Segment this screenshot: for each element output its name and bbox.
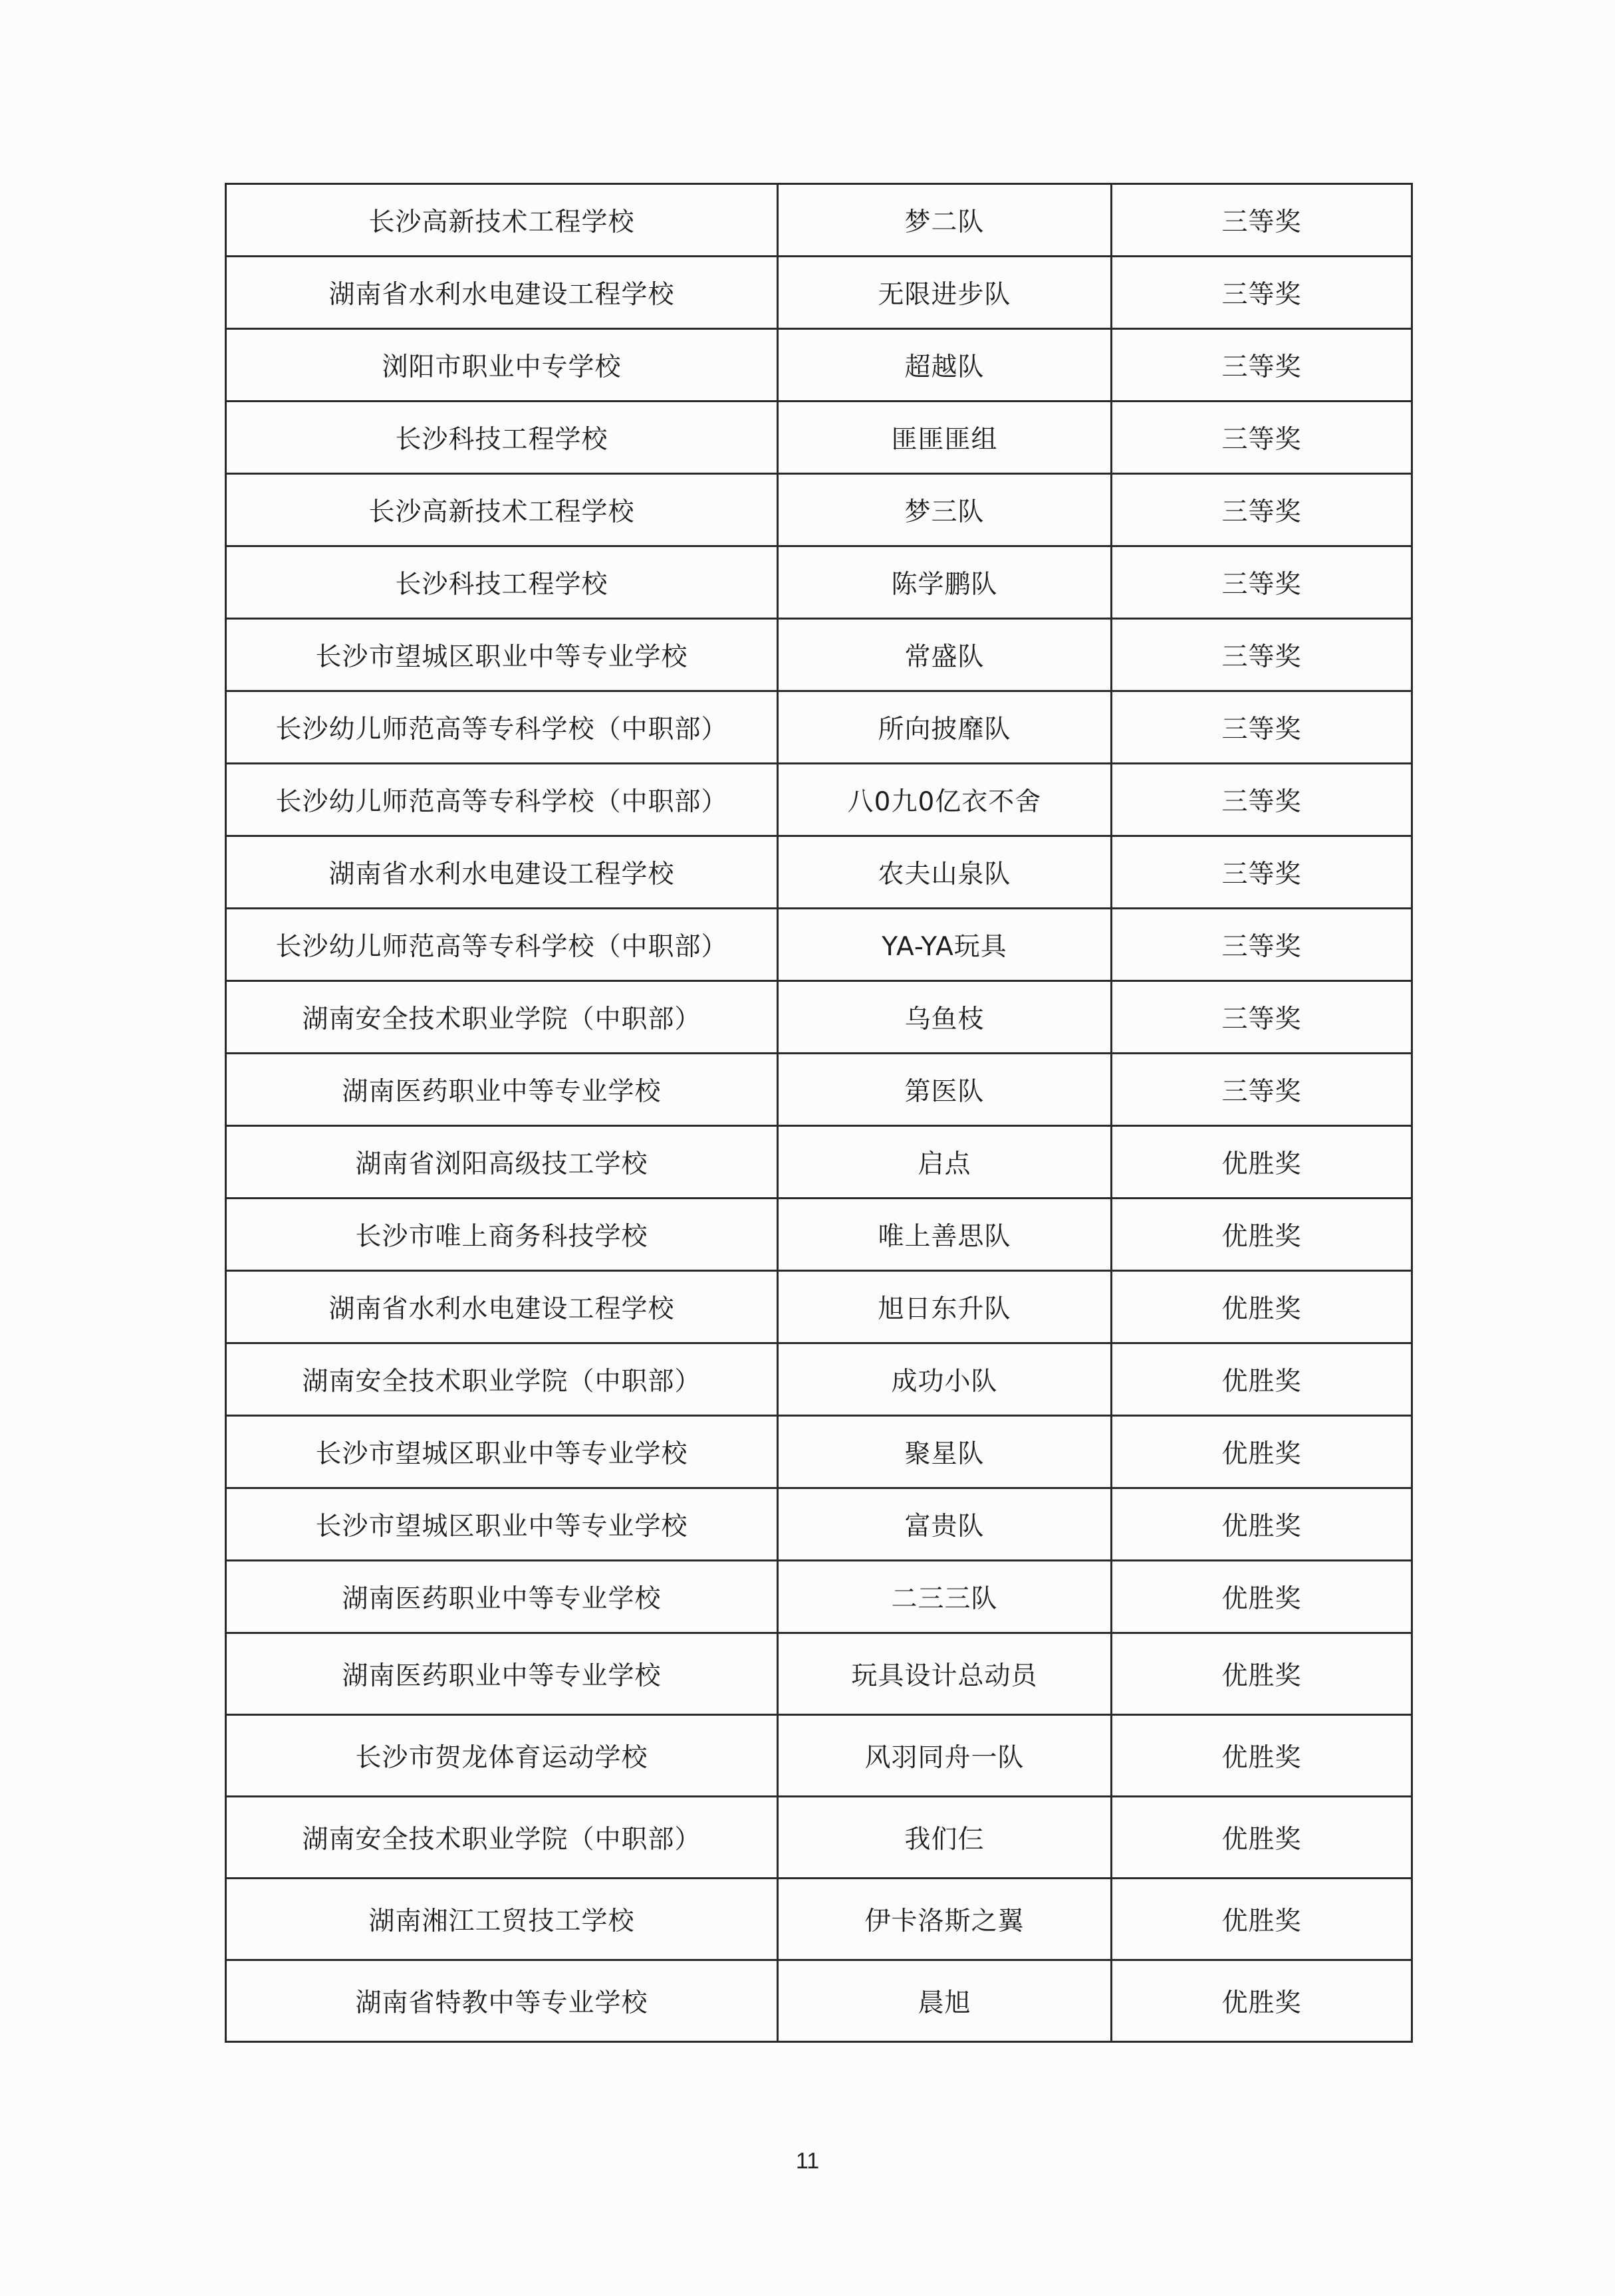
team-cell: 成功小队 xyxy=(778,1343,1112,1416)
awards-table-body xyxy=(226,184,1412,2042)
school-cell: 长沙幼儿师范高等专科学校（中职部） xyxy=(226,764,778,836)
award-cell: 优胜奖 xyxy=(1112,1879,1412,1960)
team-cell: 常盛队 xyxy=(778,619,1112,691)
team-cell: 旭日东升队 xyxy=(778,1271,1112,1343)
award-cell: 优胜奖 xyxy=(1112,1633,1412,1715)
award-cell: 优胜奖 xyxy=(1112,1715,1412,1797)
table-row xyxy=(226,619,1412,691)
table-row xyxy=(226,1054,1412,1126)
table-row xyxy=(226,1271,1412,1343)
school-cell: 长沙市望城区职业中等专业学校 xyxy=(226,1416,778,1488)
school-cell: 湖南省浏阳高级技工学校 xyxy=(226,1126,778,1199)
award-cell: 三等奖 xyxy=(1112,764,1412,836)
team-cell: 唯上善思队 xyxy=(778,1199,1112,1271)
school-cell: 湖南省特教中等专业学校 xyxy=(226,1960,778,2042)
table-row xyxy=(226,1797,1412,1879)
team-cell: 二三三队 xyxy=(778,1561,1112,1633)
page-number: 11 xyxy=(795,2148,820,2174)
school-cell: 湖南医药职业中等专业学校 xyxy=(226,1561,778,1633)
team-cell: 梦三队 xyxy=(778,474,1112,546)
table-row xyxy=(226,1633,1412,1715)
table-row xyxy=(226,981,1412,1054)
award-cell: 三等奖 xyxy=(1112,402,1412,474)
table-row xyxy=(226,329,1412,402)
school-cell: 长沙科技工程学校 xyxy=(226,546,778,619)
team-cell: 聚星队 xyxy=(778,1416,1112,1488)
team-cell: 无限进步队 xyxy=(778,257,1112,329)
table-row xyxy=(226,1416,1412,1488)
table-row xyxy=(226,474,1412,546)
team-cell: 第医队 xyxy=(778,1054,1112,1126)
award-cell: 优胜奖 xyxy=(1112,1797,1412,1879)
school-cell: 浏阳市职业中专学校 xyxy=(226,329,778,402)
school-cell: 长沙幼儿师范高等专科学校（中职部） xyxy=(226,691,778,764)
table-row xyxy=(226,546,1412,619)
school-cell: 湖南安全技术职业学院（中职部） xyxy=(226,1797,778,1879)
award-cell: 优胜奖 xyxy=(1112,1199,1412,1271)
award-cell: 优胜奖 xyxy=(1112,1343,1412,1416)
team-cell: 启点 xyxy=(778,1126,1112,1199)
team-cell: 伊卡洛斯之翼 xyxy=(778,1879,1112,1960)
award-cell: 三等奖 xyxy=(1112,691,1412,764)
table-row xyxy=(226,836,1412,909)
team-cell: 农夫山泉队 xyxy=(778,836,1112,909)
school-cell: 湖南湘江工贸技工学校 xyxy=(226,1879,778,1960)
school-cell: 湖南安全技术职业学院（中职部） xyxy=(226,981,778,1054)
team-cell: 乌鱼枝 xyxy=(778,981,1112,1054)
award-cell: 优胜奖 xyxy=(1112,1126,1412,1199)
award-cell: 三等奖 xyxy=(1112,836,1412,909)
table-row xyxy=(226,691,1412,764)
school-cell: 长沙幼儿师范高等专科学校（中职部） xyxy=(226,909,778,981)
table-row xyxy=(226,1715,1412,1797)
school-cell: 长沙高新技术工程学校 xyxy=(226,474,778,546)
award-cell: 优胜奖 xyxy=(1112,1960,1412,2042)
team-cell: 玩具设计总动员 xyxy=(778,1633,1112,1715)
awards-table xyxy=(225,183,1413,2043)
table-row xyxy=(226,909,1412,981)
school-cell: 湖南省水利水电建设工程学校 xyxy=(226,257,778,329)
school-cell: 湖南安全技术职业学院（中职部） xyxy=(226,1343,778,1416)
school-cell: 长沙高新技术工程学校 xyxy=(226,184,778,257)
table-row xyxy=(226,184,1412,257)
award-cell: 三等奖 xyxy=(1112,257,1412,329)
award-cell: 三等奖 xyxy=(1112,184,1412,257)
table-row xyxy=(226,764,1412,836)
school-cell: 湖南省水利水电建设工程学校 xyxy=(226,1271,778,1343)
team-cell: 陈学鹏队 xyxy=(778,546,1112,619)
school-cell: 长沙市望城区职业中等专业学校 xyxy=(226,1488,778,1561)
award-cell: 三等奖 xyxy=(1112,909,1412,981)
table-row xyxy=(226,402,1412,474)
table-row xyxy=(226,1488,1412,1561)
award-cell: 三等奖 xyxy=(1112,329,1412,402)
table-row xyxy=(226,1343,1412,1416)
award-cell: 优胜奖 xyxy=(1112,1488,1412,1561)
school-cell: 长沙市唯上商务科技学校 xyxy=(226,1199,778,1271)
table-row xyxy=(226,257,1412,329)
team-cell: 我们仨 xyxy=(778,1797,1112,1879)
school-cell: 湖南省水利水电建设工程学校 xyxy=(226,836,778,909)
award-cell: 三等奖 xyxy=(1112,981,1412,1054)
school-cell: 长沙市贺龙体育运动学校 xyxy=(226,1715,778,1797)
team-cell: YA-YA玩具 xyxy=(778,909,1112,981)
table-row xyxy=(226,1960,1412,2042)
table-row xyxy=(226,1879,1412,1960)
team-cell: 所向披靡队 xyxy=(778,691,1112,764)
award-cell: 优胜奖 xyxy=(1112,1271,1412,1343)
table-row xyxy=(226,1561,1412,1633)
team-cell: 八0九0亿衣不舍 xyxy=(778,764,1112,836)
team-cell: 梦二队 xyxy=(778,184,1112,257)
table-row xyxy=(226,1199,1412,1271)
award-cell: 三等奖 xyxy=(1112,1054,1412,1126)
team-cell: 富贵队 xyxy=(778,1488,1112,1561)
school-cell: 长沙科技工程学校 xyxy=(226,402,778,474)
team-cell: 超越队 xyxy=(778,329,1112,402)
team-cell: 匪匪匪组 xyxy=(778,402,1112,474)
team-cell: 风羽同舟一队 xyxy=(778,1715,1112,1797)
school-cell: 湖南医药职业中等专业学校 xyxy=(226,1633,778,1715)
table-row xyxy=(226,1126,1412,1199)
award-cell: 优胜奖 xyxy=(1112,1416,1412,1488)
award-cell: 优胜奖 xyxy=(1112,1561,1412,1633)
school-cell: 湖南医药职业中等专业学校 xyxy=(226,1054,778,1126)
school-cell: 长沙市望城区职业中等专业学校 xyxy=(226,619,778,691)
team-cell: 晨旭 xyxy=(778,1960,1112,2042)
award-cell: 三等奖 xyxy=(1112,474,1412,546)
award-cell: 三等奖 xyxy=(1112,619,1412,691)
award-cell: 三等奖 xyxy=(1112,546,1412,619)
